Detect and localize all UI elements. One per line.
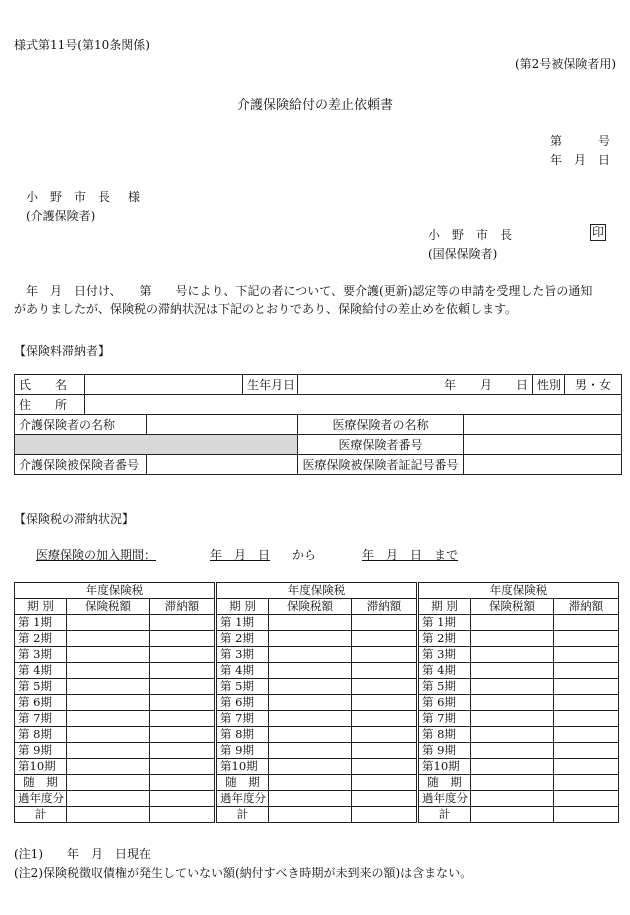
table-row	[15, 663, 215, 679]
table-row	[419, 743, 619, 759]
tax-amount-field[interactable]	[269, 615, 352, 631]
tax-amount-field[interactable]	[471, 679, 554, 695]
section-heading-tax: 【保険税の滞納状況】	[14, 512, 135, 526]
tax-amount-field[interactable]	[471, 775, 554, 791]
document-date: 年 月 日	[549, 153, 610, 167]
period-label: 第 6期	[419, 695, 471, 711]
period-label: 第 9期	[15, 743, 67, 759]
table-row	[217, 615, 417, 631]
tax-amount-field[interactable]	[269, 663, 352, 679]
table-row	[217, 679, 417, 695]
enrollment-period: 医療保険の加入期間： 年 月 日 から 年 月 日 まで	[36, 548, 459, 562]
table-row	[15, 807, 215, 823]
table-row	[419, 647, 619, 663]
table-row	[419, 711, 619, 727]
period-label: 計	[419, 807, 471, 823]
fiscal-year-header: 年度保険税	[419, 583, 619, 599]
addressee-name: 小野市長	[26, 190, 123, 204]
table-row	[217, 727, 417, 743]
period-label: 随 期	[419, 775, 471, 791]
tax-table-3	[418, 582, 619, 823]
arrears-field[interactable]	[352, 647, 417, 663]
tax-amount-field[interactable]	[269, 807, 352, 823]
arrears-field[interactable]	[554, 775, 619, 791]
arrears-field[interactable]	[554, 679, 619, 695]
table-row	[15, 743, 215, 759]
period-label: 随 期	[15, 775, 67, 791]
addressee-honorific: 様	[128, 190, 141, 204]
period-label: 第 5期	[217, 679, 269, 695]
period-label: 第 4期	[15, 663, 67, 679]
table-row	[419, 775, 619, 791]
period-label: 第 7期	[15, 711, 67, 727]
shaded-cell	[15, 435, 298, 455]
arrears-field[interactable]	[352, 711, 417, 727]
table-row	[217, 743, 417, 759]
tax-amount-field[interactable]	[471, 647, 554, 663]
table-row	[217, 695, 417, 711]
table-row	[419, 631, 619, 647]
period-label: 第 7期	[217, 711, 269, 727]
medical-insured-number-label: 医療保険被保険者証記号番号	[298, 455, 464, 475]
period-label: 第 1期	[419, 615, 471, 631]
period-label: 第 1期	[15, 615, 67, 631]
tax-amount-field[interactable]	[269, 727, 352, 743]
period-label: 第 9期	[419, 743, 471, 759]
name-label: 氏 名	[15, 375, 85, 395]
note-1: (注1) 年 月 日現在	[14, 847, 151, 861]
arrears-field[interactable]	[150, 807, 215, 823]
period-label: 第 8期	[217, 727, 269, 743]
col-arrears: 滞納額	[150, 599, 215, 615]
tax-amount-field[interactable]	[67, 807, 150, 823]
period-label: 第10期	[15, 759, 67, 775]
period-label: 第 8期	[15, 727, 67, 743]
tax-amount-field[interactable]	[67, 647, 150, 663]
tax-amount-field[interactable]	[269, 631, 352, 647]
dob-field[interactable]: 年 月 日	[298, 375, 533, 395]
medical-insurer-number-label: 医療保険者番号	[298, 435, 464, 455]
tax-amount-field[interactable]	[67, 743, 150, 759]
table-row	[217, 663, 417, 679]
tax-amount-field[interactable]	[67, 727, 150, 743]
sex-label: 性別	[533, 375, 565, 395]
medical-insurer-name-field[interactable]	[464, 415, 622, 435]
seal-mark: 印	[591, 225, 604, 239]
arrears-field[interactable]	[150, 727, 215, 743]
arrears-field[interactable]	[554, 727, 619, 743]
col-period: 期 別	[15, 599, 67, 615]
fiscal-year-header: 年度保険税	[217, 583, 417, 599]
table-row	[217, 791, 417, 807]
arrears-field[interactable]	[352, 663, 417, 679]
ltc-insured-number-label: 介護保険被保険者番号	[15, 455, 147, 475]
period-label: 第 9期	[217, 743, 269, 759]
period-label: 計	[15, 807, 67, 823]
tax-amount-field[interactable]	[67, 695, 150, 711]
arrears-field[interactable]	[150, 711, 215, 727]
tax-amount-field[interactable]	[269, 647, 352, 663]
table-row	[419, 791, 619, 807]
col-arrears: 滞納額	[352, 599, 417, 615]
arrears-field[interactable]	[554, 631, 619, 647]
tax-amount-field[interactable]	[67, 615, 150, 631]
arrears-field[interactable]	[150, 647, 215, 663]
period-label: 第 8期	[419, 727, 471, 743]
addressee-role: (介護保険者)	[26, 209, 96, 223]
tax-amount-field[interactable]	[471, 711, 554, 727]
note-2: (注2)保険税徴収債権が発生していない額(納付すべき時期が未到来の額)は含まない。	[14, 866, 473, 880]
arrears-field[interactable]	[352, 743, 417, 759]
period-label: 第 5期	[419, 679, 471, 695]
arrears-field[interactable]	[150, 615, 215, 631]
tax-amount-field[interactable]	[269, 711, 352, 727]
arrears-field[interactable]	[352, 775, 417, 791]
arrears-field[interactable]	[554, 695, 619, 711]
medical-insurer-number-field[interactable]	[464, 435, 622, 455]
table-row	[217, 631, 417, 647]
tax-amount-field[interactable]	[67, 663, 150, 679]
period-label: 第 2期	[15, 631, 67, 647]
table-row	[15, 711, 215, 727]
arrears-field[interactable]	[554, 759, 619, 775]
arrears-field[interactable]	[150, 775, 215, 791]
arrears-field[interactable]	[150, 679, 215, 695]
body-line-1: 年 月 日付け、 第 号により、下記の者について、要介護(更新)認定等の申請を受理した旨の通知	[14, 284, 593, 298]
period-label: 第 5期	[15, 679, 67, 695]
tax-amount-field[interactable]	[471, 663, 554, 679]
period-label: 第 3期	[217, 647, 269, 663]
medical-insured-number-field[interactable]	[464, 455, 622, 475]
period-label: 計	[217, 807, 269, 823]
period-label: 第 4期	[217, 663, 269, 679]
arrears-field[interactable]	[554, 807, 619, 823]
address-label: 住 所	[15, 395, 85, 415]
table-row	[419, 695, 619, 711]
document-number: 第 号	[549, 134, 610, 148]
ltc-insurer-name-field[interactable]	[147, 415, 298, 435]
tax-amount-field[interactable]	[67, 711, 150, 727]
arrears-field[interactable]	[352, 727, 417, 743]
tax-amount-field[interactable]	[269, 775, 352, 791]
col-tax-amount: 保険税額	[67, 599, 150, 615]
name-field[interactable]	[85, 375, 243, 395]
tax-amount-field[interactable]	[67, 679, 150, 695]
arrears-field[interactable]	[352, 695, 417, 711]
arrears-field[interactable]	[352, 759, 417, 775]
arrears-field[interactable]	[352, 791, 417, 807]
period-label: 過年度分	[15, 791, 67, 807]
period-label: 第 1期	[217, 615, 269, 631]
tax-amount-field[interactable]	[269, 759, 352, 775]
period-label: 第 6期	[15, 695, 67, 711]
tax-amount-field[interactable]	[269, 679, 352, 695]
table-row	[419, 679, 619, 695]
col-tax-amount: 保険税額	[269, 599, 352, 615]
table-row	[419, 663, 619, 679]
document-title: 介護保険給付の差止依頼書	[236, 98, 393, 113]
arrears-field[interactable]	[150, 759, 215, 775]
tax-amount-field[interactable]	[471, 727, 554, 743]
tax-amount-field[interactable]	[471, 807, 554, 823]
arrears-field[interactable]	[352, 679, 417, 695]
delinquent-info-table	[14, 374, 622, 475]
tax-table-1	[14, 582, 215, 823]
table-row	[15, 775, 215, 791]
arrears-field[interactable]	[352, 807, 417, 823]
section-heading-delinquent: 【保険料滞納者】	[14, 344, 111, 358]
period-label: 随 期	[217, 775, 269, 791]
tax-amount-field[interactable]	[471, 631, 554, 647]
col-tax-amount: 保険税額	[471, 599, 554, 615]
arrears-field[interactable]	[554, 743, 619, 759]
ltc-insured-number-field[interactable]	[147, 455, 298, 475]
table-row	[15, 679, 215, 695]
arrears-field[interactable]	[150, 631, 215, 647]
arrears-field[interactable]	[150, 695, 215, 711]
arrears-field[interactable]	[554, 711, 619, 727]
period-label: 第 6期	[217, 695, 269, 711]
sender-name: 小野市長	[428, 228, 525, 242]
address-field[interactable]	[85, 395, 622, 415]
arrears-field[interactable]	[554, 791, 619, 807]
tax-amount-field[interactable]	[269, 695, 352, 711]
period-label: 過年度分	[217, 791, 269, 807]
table-row	[217, 759, 417, 775]
col-period: 期 別	[217, 599, 269, 615]
addressee-line	[26, 188, 140, 205]
period-label: 第 3期	[15, 647, 67, 663]
tax-amount-field[interactable]	[67, 775, 150, 791]
body-line-2: がありましたが、保険税の滞納状況は下記のとおりであり、保険給付の差止めを依頼します。	[14, 302, 518, 316]
period-label: 第 2期	[217, 631, 269, 647]
table-row	[15, 759, 215, 775]
tax-amount-field[interactable]	[67, 631, 150, 647]
arrears-field[interactable]	[150, 663, 215, 679]
tax-amount-field[interactable]	[67, 791, 150, 807]
tax-amount-field[interactable]	[471, 695, 554, 711]
table-row	[419, 759, 619, 775]
arrears-field[interactable]	[150, 743, 215, 759]
table-row	[419, 807, 619, 823]
medical-insurer-name-label: 医療保険者の名称	[298, 415, 464, 435]
arrears-field[interactable]	[554, 615, 619, 631]
table-row	[15, 791, 215, 807]
table-row	[15, 647, 215, 663]
ltc-insurer-name-label: 介護保険者の名称	[15, 415, 147, 435]
form-number: 様式第11号(第10条関係)	[14, 38, 150, 52]
table-row	[15, 615, 215, 631]
arrears-field[interactable]	[554, 663, 619, 679]
table-row	[217, 647, 417, 663]
table-row	[15, 727, 215, 743]
arrears-field[interactable]	[352, 615, 417, 631]
tax-amount-field[interactable]	[269, 743, 352, 759]
tax-amount-field[interactable]	[471, 615, 554, 631]
fiscal-year-header: 年度保険税	[15, 583, 215, 599]
form-type: (第2号被保険者用)	[515, 57, 616, 71]
sender-role: (国保保険者)	[428, 247, 498, 261]
table-row	[419, 727, 619, 743]
dob-label: 生年月日	[243, 375, 298, 395]
table-row	[15, 631, 215, 647]
tax-amount-field[interactable]	[269, 791, 352, 807]
tax-amount-field[interactable]	[471, 759, 554, 775]
col-period: 期 別	[419, 599, 471, 615]
sex-field[interactable]: 男・女	[565, 375, 622, 395]
period-label: 第 3期	[419, 647, 471, 663]
table-row	[15, 695, 215, 711]
tax-table-2	[216, 582, 417, 823]
table-row	[217, 711, 417, 727]
period-label: 第 7期	[419, 711, 471, 727]
period-label: 第10期	[419, 759, 471, 775]
tax-amount-field[interactable]	[471, 743, 554, 759]
col-arrears: 滞納額	[554, 599, 619, 615]
arrears-field[interactable]	[150, 791, 215, 807]
period-label: 第 2期	[419, 631, 471, 647]
period-label: 第10期	[217, 759, 269, 775]
arrears-field[interactable]	[554, 647, 619, 663]
period-label: 過年度分	[419, 791, 471, 807]
tax-amount-field[interactable]	[67, 759, 150, 775]
tax-amount-field[interactable]	[471, 791, 554, 807]
table-row	[217, 807, 417, 823]
arrears-field[interactable]	[352, 631, 417, 647]
period-label: 第 4期	[419, 663, 471, 679]
table-row	[419, 615, 619, 631]
table-row	[217, 775, 417, 791]
